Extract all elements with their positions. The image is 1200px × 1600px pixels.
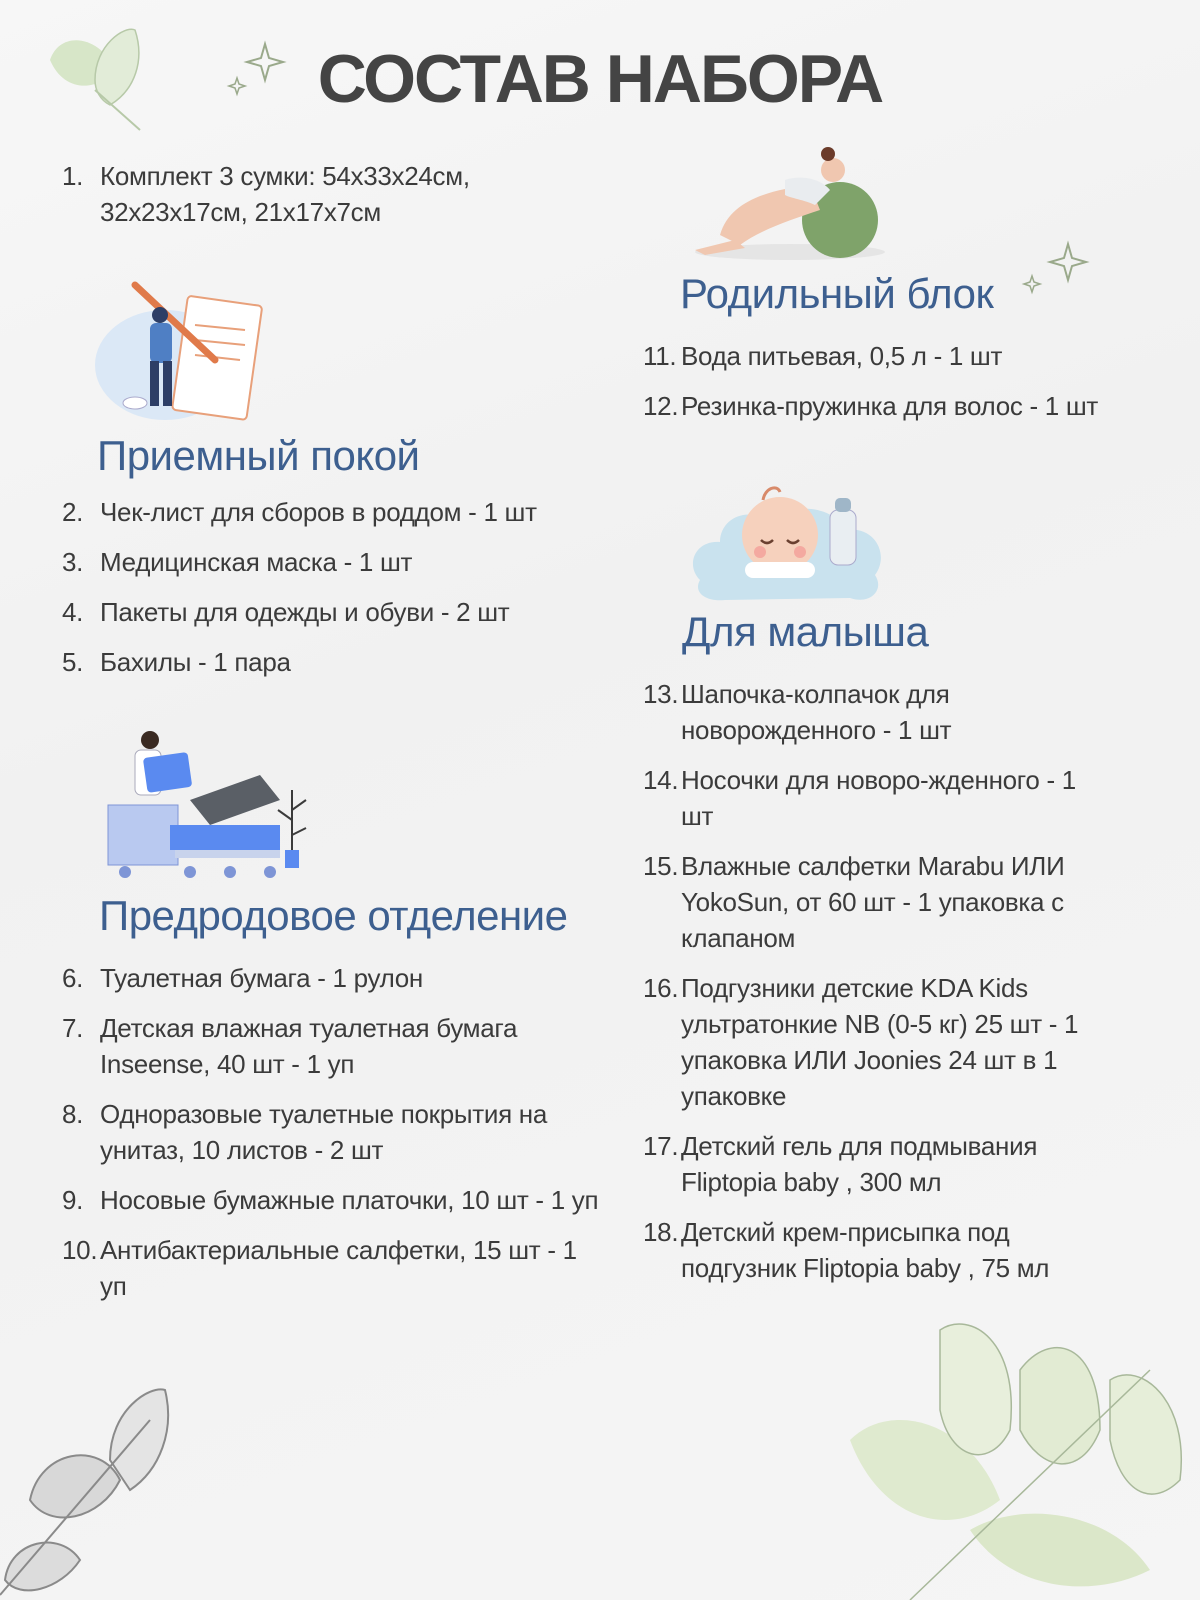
sparkle-icon [1020,240,1090,300]
item-number: 17. [643,1131,679,1161]
item-text: Шапочка-колпачок для новорожденного - 1 шт [681,679,952,745]
list-item [643,762,1113,834]
item-text: Детский крем-присыпка под подгузник Fliptopia baby , 75 мл [681,1217,1050,1283]
list-item [62,1096,602,1168]
reception-illustration-icon [95,275,275,425]
item-text: Пакеты для одежды и обуви - 2 шт [100,597,510,627]
item-text: Туалетная бумага - 1 рулон [100,963,423,993]
item-number: 3. [62,547,84,577]
item-text: Детская влажная туалетная бумага Inseense, 40 шт - 1 уп [100,1013,518,1079]
list-item [62,544,622,580]
sleeping-baby-illustration-icon [685,470,895,610]
leaf-bottom-right-icon [850,1310,1200,1600]
item-number: 6. [62,963,84,993]
item-number: 4. [62,597,84,627]
list-item [62,1232,602,1304]
item-number: 7. [62,1013,84,1043]
item-number: 16. [643,973,679,1003]
item-number: 9. [62,1185,84,1215]
list-item [643,388,1173,424]
item-text: Детский гель для подмывания Fliptopia baby , 300 мл [681,1131,1038,1197]
list-item [62,1182,602,1218]
prenatal-list [62,960,602,1318]
section-title-prenatal: Предродовое отделение [99,892,568,939]
item-number: 12. [643,391,679,421]
item-text: Антибактериальные салфетки, 15 шт - 1 уп [100,1235,577,1301]
list-item [62,158,562,230]
delivery-list [643,338,1173,438]
reception-list [62,494,622,694]
hospital-bed-illustration-icon [100,720,315,890]
item-text: Вода питьевая, 0,5 л - 1 шт [681,341,1003,371]
item-number: 13. [643,679,679,709]
list-item [643,848,1113,956]
item-number: 15. [643,851,679,881]
list-item [62,1010,602,1082]
intro-list [62,158,562,244]
list-item [62,594,622,630]
list-item [643,338,1173,374]
list-item [643,676,1113,748]
item-number: 2. [62,497,84,527]
item-text: Носовые бумажные платочки, 10 шт - 1 уп [100,1185,599,1215]
item-number: 14. [643,765,679,795]
list-item [643,1214,1113,1286]
baby-list [643,676,1113,1300]
item-text: Комплект 3 сумки: 54x33x24см, 32x23x17см, 21x17x7см [100,161,470,227]
section-title-baby: Для малыша [682,608,929,655]
item-text: Влажные салфетки Marabu ИЛИ YokoSun, от 60 шт - 1 упаковка с клапаном [681,851,1065,953]
section-title-delivery: Родильный блок [680,270,994,317]
item-text: Подгузники детские KDA Kids ультратонкие NB (0-5 кг) 25 шт - 1 упаковка ИЛИ Joonies 24 шт в 1 упаковке [681,973,1079,1111]
item-text: Чек-лист для сборов в роддом - 1 шт [100,497,537,527]
item-number: 10. [62,1235,98,1265]
list-item [643,970,1113,1114]
list-item [62,960,602,996]
item-number: 5. [62,647,84,677]
item-text: Носочки для новоро-жденного - 1 шт [681,765,1076,831]
item-text: Одноразовые туалетные покрытия на унитаз, 10 листов - 2 шт [100,1099,548,1165]
leaf-bottom-left-icon [0,1380,200,1600]
item-number: 18. [643,1217,679,1247]
list-item [62,494,622,530]
item-number: 1. [62,161,84,191]
item-text: Бахилы - 1 пара [100,647,291,677]
list-item [62,644,622,680]
item-number: 11. [643,341,677,371]
woman-fitball-illustration-icon [690,140,910,265]
item-number: 8. [62,1099,84,1129]
page-title: СОСТАВ НАБОРА [317,41,883,117]
item-text: Медицинская маска - 1 шт [100,547,413,577]
list-item [643,1128,1113,1200]
section-title-reception: Приемный покой [97,432,420,479]
item-text: Резинка-пружинка для волос - 1 шт [681,391,1099,421]
